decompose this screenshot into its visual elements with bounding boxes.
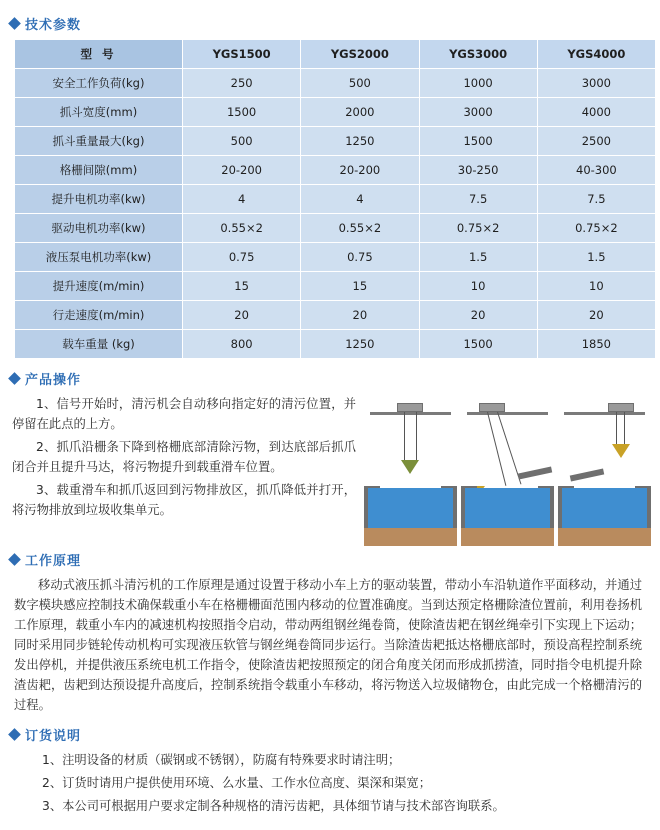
discharge-chute-icon: [570, 469, 605, 482]
section-title-principle: 工作原理: [25, 554, 82, 569]
order-note: 2、订货时请用户提供使用环境、么水量、工作水位高度、渠深和渠宽；: [42, 776, 432, 790]
section-title-operation: 产品操作: [25, 373, 82, 388]
row-value: 20-200: [183, 156, 301, 185]
diamond-bullet-icon: [8, 728, 21, 741]
row-value: 30-250: [419, 156, 537, 185]
spec-table: [14, 39, 656, 359]
table-row: [15, 69, 656, 98]
row-value: 20: [183, 301, 301, 330]
table-row: [15, 98, 656, 127]
row-value: 1250: [301, 330, 419, 359]
table-header-cell: YGS4000: [537, 40, 655, 69]
row-value: 20-200: [301, 156, 419, 185]
row-value: 7.5: [419, 185, 537, 214]
table-row: [15, 214, 656, 243]
row-value: 0.55×2: [183, 214, 301, 243]
row-value: 1250: [301, 127, 419, 156]
table-header-cell: YGS3000: [419, 40, 537, 69]
row-value: 1500: [183, 98, 301, 127]
row-value: 0.55×2: [301, 214, 419, 243]
row-label: 安全工作负荷(kg): [15, 69, 183, 98]
row-label: 驱动电机功率(kw): [15, 214, 183, 243]
operation-illustration: [364, 394, 652, 546]
row-value: 15: [301, 272, 419, 301]
operation-text-column: [8, 394, 356, 523]
section-header-operation: [10, 369, 652, 388]
table-row: [15, 301, 656, 330]
row-label: 抓斗宽度(mm): [15, 98, 183, 127]
section-title-order: 订货说明: [25, 729, 82, 744]
illustration-pane-1: [364, 398, 457, 546]
rail-icon: [564, 412, 645, 415]
row-label: 行走速度(m/min): [15, 301, 183, 330]
table-row: [15, 272, 656, 301]
section-header-principle: [10, 550, 652, 569]
table-row: [15, 330, 656, 359]
operation-step: 1、信号开始时，清污机会自动移向指定好的清污位置，并停留在此点的上方。: [12, 397, 356, 431]
table-row: [15, 156, 656, 185]
row-value: 20: [419, 301, 537, 330]
row-value: 1850: [537, 330, 655, 359]
principle-paragraph: 移动式液压抓斗清污机的工作原理是通过设置于移动小车上方的驱动装置，带动小车沿轨道作平面移动，并通过数字模块感应控制技术确保载重小车在格栅栅面范围内移动的位置准确度。当到达预定格栅除渣位置前，利用卷扬机工作原理，载重小车内的减速机构按照指令启动，带动两组钢丝绳卷筒，使除渣齿耙在钢丝绳牵引下实现上下运动；同时采用同步链轮传动机构可实现液压软管与钢丝绳卷筒同步运行。当除渣齿耙抵达格栅底部时，预设高程控制系统发出停机，并提供液压系统电机工作指令，使除渣齿耙按照预定的闭合角度关闭而形成抓捞渣，同时指令电机提升除渣齿耙，齿耙到达预设提升高度后，控制系统指令载重小车移动，将污物送入垃圾储物仓，由此完成一个格栅清污的过程。: [14, 578, 642, 712]
row-value: 10: [537, 272, 655, 301]
section-header-spec: [10, 14, 652, 33]
row-value: 40-300: [537, 156, 655, 185]
table-header-cell: YGS2000: [301, 40, 419, 69]
illustration-panes: [364, 398, 652, 546]
row-value: 0.75×2: [419, 214, 537, 243]
row-value: 20: [301, 301, 419, 330]
table-row: [15, 243, 656, 272]
order-note: 1、注明设备的材质（碳钢或不锈钢），防腐有特殊要求时请注明；: [42, 753, 401, 767]
row-label: 提升速度(m/min): [15, 272, 183, 301]
ground-area: [558, 528, 651, 546]
ground-area: [364, 528, 457, 546]
illustration-pane-3: [558, 398, 651, 546]
row-value: 3000: [419, 98, 537, 127]
row-label: 抓斗重量最大(kg): [15, 127, 183, 156]
operation-block: [8, 394, 652, 546]
rail-icon: [370, 412, 451, 415]
grab-bucket-icon: [612, 444, 630, 458]
row-value: 4000: [537, 98, 655, 127]
diamond-bullet-icon: [8, 17, 21, 30]
row-label: 载车重量 (kg): [15, 330, 183, 359]
section-header-order: [10, 725, 652, 744]
cable-icon: [404, 412, 405, 462]
row-label: 液压泵电机功率(kw): [15, 243, 183, 272]
row-value: 4: [301, 185, 419, 214]
row-value: 2000: [301, 98, 419, 127]
row-value: 3000: [537, 69, 655, 98]
row-value: 800: [183, 330, 301, 359]
row-label: 提升电机功率(kw): [15, 185, 183, 214]
row-value: 1.5: [537, 243, 655, 272]
row-value: 500: [183, 127, 301, 156]
cable-icon: [416, 412, 417, 462]
trolley-icon: [608, 403, 634, 412]
row-value: 10: [419, 272, 537, 301]
row-value: 250: [183, 69, 301, 98]
water-area: [465, 488, 550, 528]
row-label: 格栅间隙(mm): [15, 156, 183, 185]
row-value: 500: [301, 69, 419, 98]
water-area: [368, 488, 453, 528]
order-notes-list: [8, 750, 652, 816]
cable-icon: [624, 412, 625, 446]
row-value: 1000: [419, 69, 537, 98]
ground-area: [461, 528, 554, 546]
table-header-row: [15, 40, 656, 69]
operation-step: 2、抓爪沿栅条下降到格栅底部清除污物，到达底部后抓爪闭合并且提升马达，将污物提升到载重滑车位置。: [12, 440, 356, 474]
trolley-icon: [397, 403, 423, 412]
row-value: 0.75: [183, 243, 301, 272]
row-value: 4: [183, 185, 301, 214]
table-header-cell: 型 号: [15, 40, 183, 69]
diamond-bullet-icon: [8, 553, 21, 566]
water-area: [562, 488, 647, 528]
row-value: 1500: [419, 127, 537, 156]
table-header-cell: YGS1500: [183, 40, 301, 69]
table-row: [15, 185, 656, 214]
row-value: 7.5: [537, 185, 655, 214]
row-value: 15: [183, 272, 301, 301]
rail-icon: [467, 412, 548, 415]
cable-icon: [616, 412, 617, 446]
row-value: 1500: [419, 330, 537, 359]
operation-step: 3、载重滑车和抓爪返回到污物排放区，抓爪降低并打开，将污物排放到垃圾收集单元。: [12, 483, 356, 517]
row-value: 1.5: [419, 243, 537, 272]
section-title-spec: 技术参数: [25, 18, 82, 33]
illustration-pane-2: [461, 398, 554, 546]
cable-icon: [487, 412, 506, 486]
order-note: 3、本公司可根据用户要求定制各种规格的清污齿耙，具体细节请与技术部咨询联系。: [42, 799, 505, 813]
row-value: 0.75: [301, 243, 419, 272]
row-value: 20: [537, 301, 655, 330]
discharge-chute-icon: [518, 467, 553, 480]
table-row: [15, 127, 656, 156]
trolley-icon: [479, 403, 505, 412]
row-value: 2500: [537, 127, 655, 156]
grab-bucket-icon: [401, 460, 419, 474]
row-value: 0.75×2: [537, 214, 655, 243]
diamond-bullet-icon: [8, 372, 21, 385]
